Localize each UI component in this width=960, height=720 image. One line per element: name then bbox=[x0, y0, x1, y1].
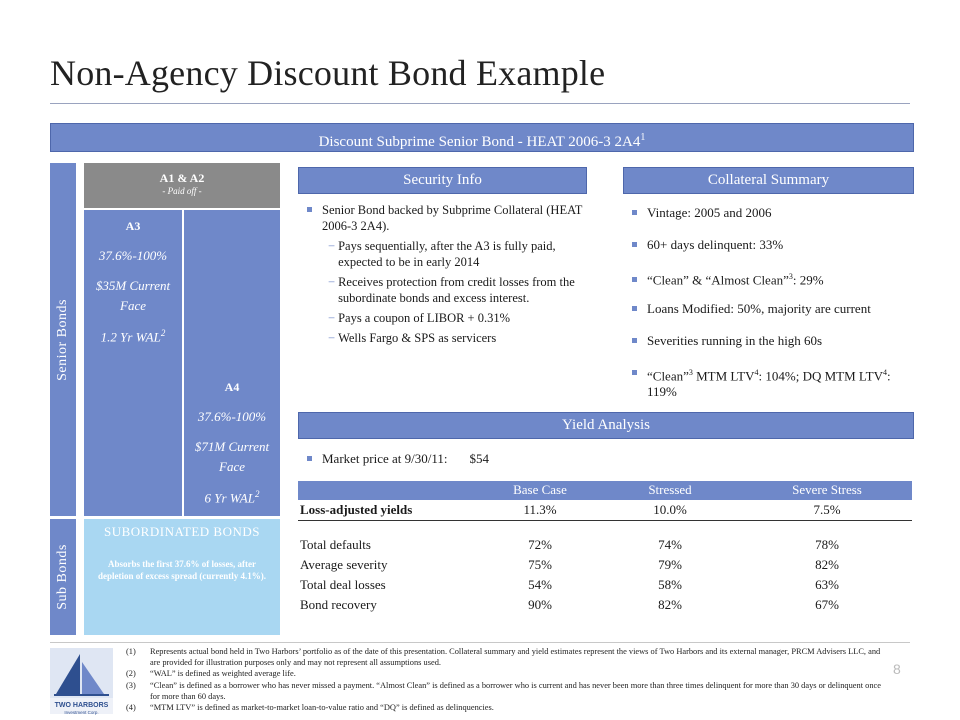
cell: 72% bbox=[528, 537, 552, 552]
bullet-icon bbox=[632, 370, 637, 375]
row-label: Loss-adjusted yields bbox=[300, 502, 413, 517]
cell: 75% bbox=[528, 557, 552, 572]
footnotes bbox=[126, 646, 912, 713]
tranche-a4-range: 37.6%-100% bbox=[197, 409, 267, 424]
bond-banner-footnote: 1 bbox=[640, 132, 646, 143]
cell: 82% bbox=[815, 557, 839, 572]
subordinated-desc: Absorbs the first 37.6% of losses, after depletion of excess spread (currently 4.1%). bbox=[98, 559, 266, 581]
col-severe-stress: Severe Stress bbox=[792, 482, 862, 497]
logo-subtext: Investment Corp. bbox=[64, 710, 99, 715]
market-price: Market price at 9/30/11: $54 bbox=[307, 451, 489, 467]
tranche-a3-face: $35M Current Face bbox=[95, 278, 171, 313]
row-label: Total deal losses bbox=[300, 577, 386, 592]
tranche-a3 bbox=[84, 210, 182, 516]
senior-bonds-label: Senior Bonds bbox=[50, 163, 76, 516]
bullet-icon bbox=[307, 456, 312, 461]
collateral-item: Vintage: 2005 and 2006 bbox=[632, 205, 922, 237]
dash-icon: − bbox=[328, 275, 336, 289]
cell: 11.3% bbox=[523, 502, 557, 517]
title-divider bbox=[50, 103, 910, 104]
security-info-main: Senior Bond backed by Subprime Collateral (HEAT 2006-3 2A4). bbox=[307, 202, 587, 234]
col-base-case: Base Case bbox=[513, 482, 567, 497]
col-stressed: Stressed bbox=[648, 482, 692, 497]
company-logo bbox=[50, 648, 113, 714]
tranche-a4-name: A4 bbox=[224, 380, 240, 394]
tranche-a4 bbox=[184, 210, 280, 516]
bullet-icon bbox=[632, 210, 637, 215]
subordinated-title: SUBORDINATED BONDS bbox=[104, 524, 260, 539]
bullet-icon bbox=[632, 306, 637, 311]
row-label: Total defaults bbox=[300, 537, 371, 552]
yield-analysis-header: Yield Analysis bbox=[298, 412, 914, 439]
bullet-icon bbox=[307, 207, 312, 212]
cell: 79% bbox=[658, 557, 682, 572]
row-label: Average severity bbox=[300, 557, 388, 572]
tranche-a4-wal: 6 Yr WAL$^2$ bbox=[204, 489, 260, 506]
collateral-summary-header: Collateral Summary bbox=[623, 167, 914, 194]
cell: 10.0% bbox=[653, 502, 687, 517]
footnote: (4) “MTM LTV” is defined as market-to-market loan-to-value ratio and “DQ” is defined as delinquencies. bbox=[126, 703, 494, 713]
tranche-a1-a2 bbox=[84, 163, 280, 208]
cell: 78% bbox=[815, 537, 839, 552]
security-info-list bbox=[307, 202, 587, 346]
tranche-a3-wal: 1.2 Yr WAL$^2$ bbox=[100, 328, 166, 345]
sub-bonds-label: Sub Bonds bbox=[50, 519, 76, 635]
tranche-a4-face: $71M Current Face bbox=[194, 439, 270, 474]
dash-icon: − bbox=[328, 311, 336, 325]
tranche-a3-name: A3 bbox=[125, 219, 141, 233]
collateral-item: Loans Modified: 50%, majority are current bbox=[632, 301, 922, 333]
bullet-icon bbox=[632, 338, 637, 343]
bond-banner bbox=[50, 123, 914, 152]
collateral-item: “Clean” & “Almost Clean”$^3$: 29% bbox=[632, 269, 922, 301]
cell: 54% bbox=[528, 577, 552, 592]
logo-text: TWO HARBORS bbox=[54, 702, 109, 709]
tranche-a1-a2-name: A1 & A2 bbox=[159, 171, 205, 185]
table-row bbox=[298, 577, 912, 597]
collateral-item: 60+ days delinquent: 33% bbox=[632, 237, 922, 269]
table-row bbox=[298, 597, 912, 617]
security-info-sub: − Receives protection from credit losses from the subordinate bonds and excess interest. bbox=[328, 275, 575, 305]
page-title: Non-Agency Discount Bond Example bbox=[50, 53, 606, 93]
cell: 82% bbox=[658, 597, 682, 612]
table-row bbox=[298, 557, 912, 577]
cell: 74% bbox=[658, 537, 682, 552]
bullet-icon bbox=[632, 242, 637, 247]
footnote: (3) “Clean” is defined as a borrower who has never missed a payment. “Almost Clean” is defined as a borrower who is current and has never been more than three times delinquent for more than 30 days or delinquent once for more than 60 days. bbox=[126, 680, 881, 701]
security-info-sub: − Wells Fargo & SPS as servicers bbox=[328, 331, 497, 345]
security-info-sub: − Pays sequentially, after the A3 is fully paid, expected to be in early 2014 bbox=[328, 239, 556, 269]
tranche-a3-range: 37.6%-100% bbox=[98, 248, 168, 263]
cell: 58% bbox=[658, 577, 682, 592]
footnote: (1) Represents actual bond held in Two Harbors’ portfolio as of the date of this presentation. Collateral summary and yield estimates represent the views of Two Harbors and its external manager, PRCM Advisers LLC, and are provided for illustration purposes only and may not represent all assumptions used. bbox=[126, 647, 881, 668]
security-info-header: Security Info bbox=[298, 167, 587, 194]
collateral-item: “Clean”$^3$ MTM LTV$^4$: 104%; DQ MTM LTV$^4$: 119% bbox=[632, 365, 922, 400]
yield-table-header bbox=[298, 481, 912, 500]
table-row bbox=[298, 502, 912, 521]
cell: 90% bbox=[528, 597, 552, 612]
collateral-summary-list bbox=[632, 205, 922, 400]
bullet-icon bbox=[632, 277, 637, 282]
cell: 7.5% bbox=[813, 502, 841, 517]
cell: 63% bbox=[815, 577, 839, 592]
bond-banner-text: Discount Subprime Senior Bond - HEAT 2006-3 2A4 bbox=[318, 134, 641, 150]
tranche-a1-a2-note: - Paid off - bbox=[162, 186, 202, 196]
collateral-item: Severities running in the high 60s bbox=[632, 333, 922, 365]
footnote: (2) “WAL” is defined as weighted average life. bbox=[126, 669, 296, 679]
table-row bbox=[298, 537, 912, 557]
harbor-logo-icon bbox=[50, 648, 113, 698]
page-number: 8 bbox=[893, 661, 901, 677]
row-label: Bond recovery bbox=[300, 597, 377, 612]
security-info-sub: − Pays a coupon of LIBOR + 0.31% bbox=[328, 311, 511, 325]
dash-icon: − bbox=[328, 239, 336, 253]
subordinated-bonds bbox=[84, 519, 280, 635]
cell: 67% bbox=[815, 597, 839, 612]
footer-divider bbox=[50, 642, 910, 643]
dash-icon: − bbox=[328, 331, 336, 345]
